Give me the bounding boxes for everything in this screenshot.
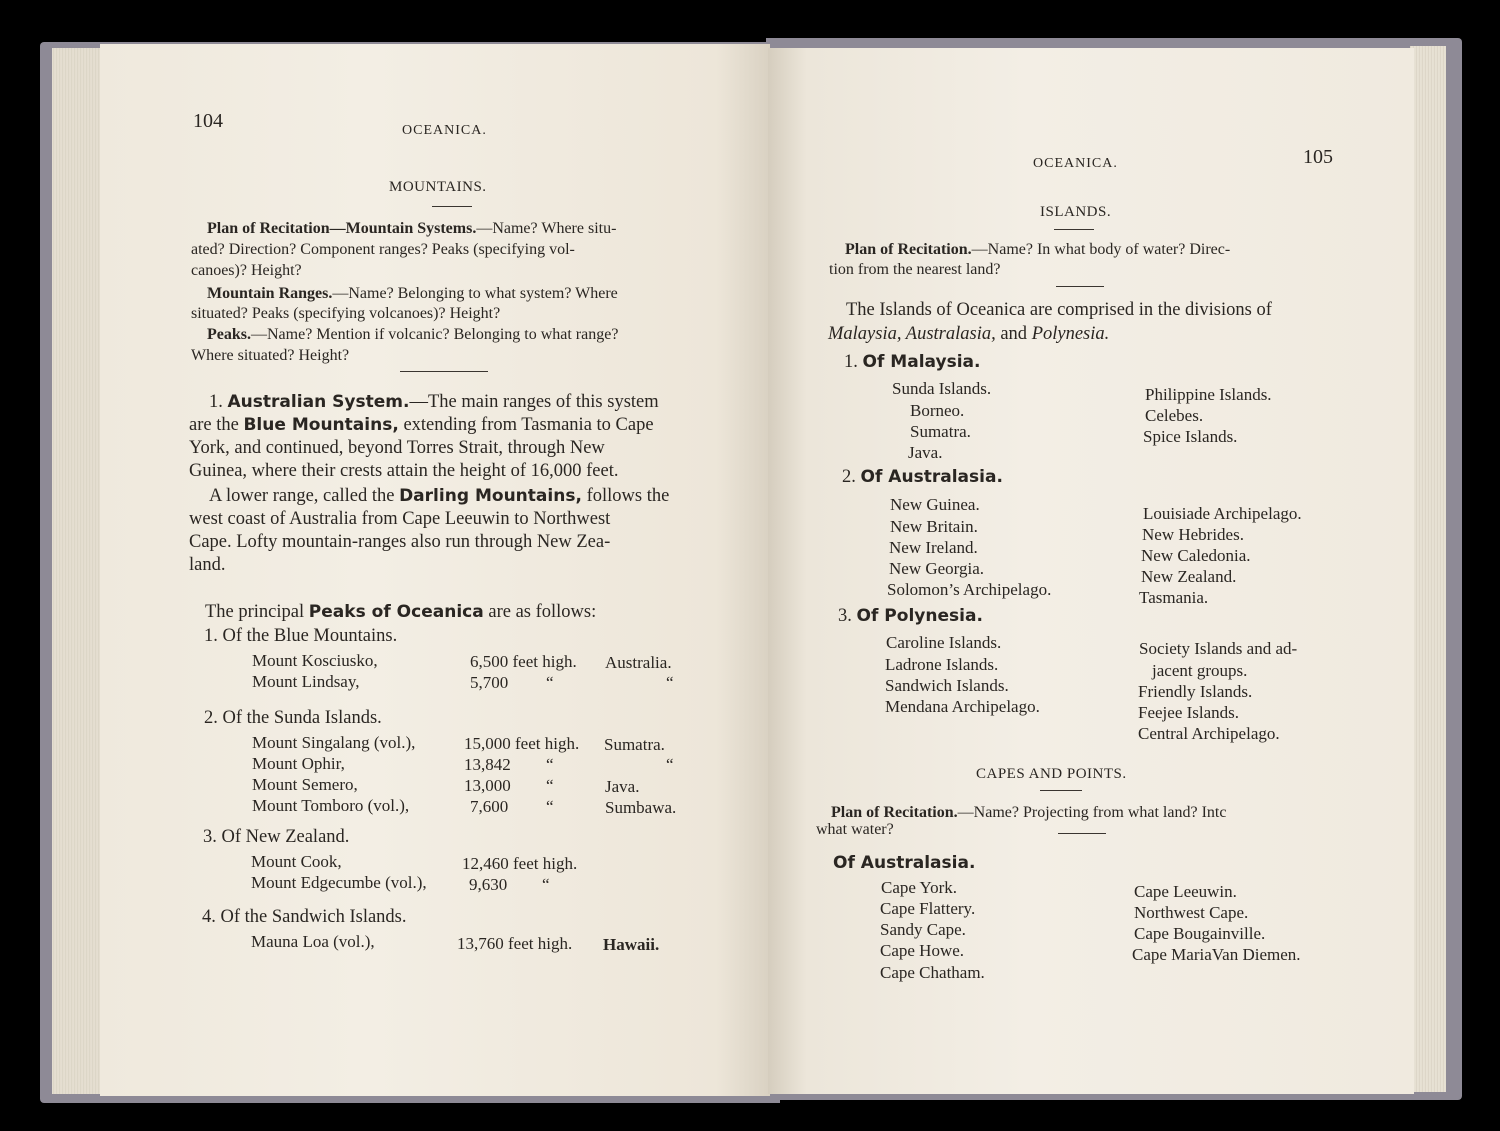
islands-intro: The Islands of Oceanica are comprised in the divisions of <box>846 300 1272 320</box>
text: Polynesia. <box>1031 324 1110 344</box>
plan-systems-line <box>207 219 616 239</box>
peak-height: 12,460 feet high. <box>462 854 578 873</box>
text: Malaysia, Australasia, <box>828 324 996 344</box>
plan-line: situated? Peaks (specifying volcanoes)? Height? <box>191 305 501 322</box>
cape-item: Cape Flattery. <box>880 899 976 918</box>
island-item: New Ireland. <box>889 538 978 557</box>
island-item: Spice Islands. <box>1143 427 1238 446</box>
peak-place: Australia. <box>605 653 672 672</box>
ditto-mark: “ <box>542 875 550 894</box>
group-heading: 2. Of the Sunda Islands. <box>204 708 382 728</box>
cape-item: Cape Leeuwin. <box>1134 882 1237 901</box>
island-item: Celebes. <box>1145 406 1204 425</box>
page-number: 104 <box>193 110 223 132</box>
text-line: York, and continued, beyond Torres Strait, through New <box>189 438 605 458</box>
island-item: Mendana Archipelago. <box>885 697 1040 716</box>
divider <box>1054 229 1094 230</box>
island-item: New Georgia. <box>889 559 985 578</box>
plan-text: —Name? Where situ- <box>476 220 617 237</box>
peak-name: Mount Singalang (vol.), <box>252 733 416 752</box>
island-item: Central Archipelago. <box>1138 724 1280 743</box>
cape-item: Cape Howe. <box>880 941 965 960</box>
plan-text: —Name? Mention if volcanic? Belonging to what range? <box>251 326 619 343</box>
island-item: Java. <box>908 443 943 462</box>
divider <box>1056 286 1104 287</box>
island-item: Caroline Islands. <box>886 633 1002 652</box>
item-number: 3. <box>838 606 852 626</box>
division-heading <box>844 351 981 374</box>
peak-name: Mauna Loa (vol.), <box>251 932 375 951</box>
text: The principal <box>205 602 305 622</box>
section-title: MOUNTAINS. <box>389 179 487 195</box>
peak-place: “ <box>666 673 674 692</box>
divider <box>1040 790 1082 791</box>
plan-label: Mountain Ranges. <box>207 285 333 302</box>
item-number: 1. <box>209 392 223 412</box>
page-edges-right <box>1410 46 1446 1092</box>
text: extending from Tasmania to Cape <box>403 415 654 435</box>
plan-line <box>845 240 1230 260</box>
island-item: Solomon’s Archipelago. <box>887 580 1052 599</box>
peak-place: Sumatra. <box>604 735 665 754</box>
division-title: Of Polynesia. <box>856 606 983 626</box>
text-line: land. <box>189 555 226 575</box>
island-item: Ladrone Islands. <box>885 655 999 674</box>
running-head: OCEANICA. <box>402 123 487 138</box>
plan-text: —Name? Projecting from what land? Intc <box>957 804 1227 821</box>
page-number: 105 <box>1303 146 1333 168</box>
plan-text: —Name? Belonging to what system? Where <box>332 285 618 302</box>
division-heading <box>842 466 1003 489</box>
plan-text: —Name? In what body of water? Direc- <box>971 241 1231 258</box>
cape-item: Cape Bougainville. <box>1134 924 1266 943</box>
peak-name: Mount Edgecumbe (vol.), <box>251 873 427 892</box>
island-item: New Zealand. <box>1141 567 1237 586</box>
island-item: Sunda Islands. <box>892 379 992 398</box>
ditto-mark: “ <box>546 673 554 692</box>
plan-line: canoes)? Height? <box>191 262 302 279</box>
peak-name: Mount Tomboro (vol.), <box>252 796 410 815</box>
island-item: Friendly Islands. <box>1138 682 1253 701</box>
section-title: CAPES AND POINTS. <box>976 766 1127 782</box>
text: follows the <box>586 486 670 506</box>
darling-line <box>209 485 669 508</box>
item-number: 2. <box>842 467 856 487</box>
peak-place: Java. <box>605 777 640 796</box>
plan-label: Plan of Recitation—Mountain Systems. <box>207 220 477 237</box>
text-line: Cape. Lofty mountain-ranges also run through New Zea- <box>189 532 611 552</box>
item-number: 1. <box>844 352 858 372</box>
divider <box>1058 833 1106 834</box>
division-title: Of Australasia. <box>833 853 976 873</box>
plan-line: ated? Direction? Component ranges? Peaks (specifying vol- <box>191 241 575 258</box>
cape-item: Sandy Cape. <box>880 920 966 939</box>
peaks-of-oceanica: Peaks of Oceanica <box>308 602 484 622</box>
divider <box>400 371 488 372</box>
right-page <box>768 48 1414 1094</box>
group-heading: 3. Of New Zealand. <box>203 827 350 847</box>
island-item: New Caledonia. <box>1141 546 1251 565</box>
text: are the <box>189 415 239 435</box>
division-title: Of Australasia. <box>860 467 1003 487</box>
plan-label: Plan of Recitation. <box>831 804 958 821</box>
australian-system-title: Australian System. <box>227 392 410 412</box>
plan-label: Peaks. <box>207 326 251 343</box>
island-item: Sandwich Islands. <box>885 676 1009 695</box>
peak-height: 13,842 <box>464 755 511 774</box>
ditto-mark: “ <box>546 797 554 816</box>
group-heading: 1. Of the Blue Mountains. <box>204 626 398 646</box>
peak-height: 15,000 feet high. <box>464 734 580 753</box>
group-heading: 4. Of the Sandwich Islands. <box>202 907 407 927</box>
islands-intro-divisions <box>828 323 1109 346</box>
plan-line: what water? <box>816 821 894 838</box>
island-item: Philippine Islands. <box>1145 385 1272 404</box>
text: are as follows: <box>488 602 597 622</box>
open-book <box>40 38 1462 1103</box>
peak-height: 6,500 feet high. <box>470 652 577 671</box>
cape-item: Cape MariaVan Diemen. <box>1132 945 1301 964</box>
island-item: New Britain. <box>890 517 978 536</box>
island-item: Borneo. <box>910 401 965 420</box>
division-heading <box>838 605 983 628</box>
peak-place: Sumbawa. <box>605 798 677 817</box>
cape-item: Cape Chatham. <box>880 963 985 982</box>
darling-mountains: Darling Mountains, <box>399 486 582 506</box>
division-title: Of Malaysia. <box>862 352 981 372</box>
peak-height: 13,000 <box>464 776 511 795</box>
island-item: Louisiade Archipelago. <box>1143 504 1302 523</box>
island-item: Sumatra. <box>910 422 971 441</box>
plan-line: Where situated? Height? <box>191 347 350 364</box>
ditto-mark: “ <box>546 755 554 774</box>
plan-label: Plan of Recitation. <box>845 241 972 258</box>
peak-name: Mount Lindsay, <box>252 672 360 691</box>
cape-item: Cape York. <box>881 878 958 897</box>
peaks-intro <box>205 601 596 624</box>
island-item: Feejee Islands. <box>1138 703 1240 722</box>
text-line <box>189 414 654 437</box>
peak-height: 5,700 <box>470 673 509 692</box>
ditto-mark: “ <box>546 776 554 795</box>
island-item: Society Islands and ad- <box>1139 639 1298 658</box>
australian-system-line <box>209 391 659 414</box>
peak-name: Mount Semero, <box>252 775 358 794</box>
plan-peaks-line <box>207 325 618 345</box>
peak-place: “ <box>666 755 674 774</box>
island-item: jacent groups. <box>1152 661 1248 680</box>
division-heading <box>833 852 975 875</box>
text-line: Guinea, where their crests attain the height of 16,000 feet. <box>189 461 619 481</box>
cape-item: Northwest Cape. <box>1134 903 1249 922</box>
peak-name: Mount Cook, <box>251 852 342 871</box>
section-title: ISLANDS. <box>1040 204 1112 220</box>
peak-height: 13,760 feet high. <box>457 934 573 953</box>
running-head: OCEANICA. <box>1033 156 1118 171</box>
peak-place: Hawaii. <box>603 935 660 954</box>
text-line: west coast of Australia from Cape Leeuwin to Northwest <box>189 509 611 529</box>
peak-height: 7,600 <box>470 797 509 816</box>
peak-name: Mount Ophir, <box>252 754 345 773</box>
peak-height: 9,630 <box>469 875 508 894</box>
island-item: New Hebrides. <box>1142 525 1244 544</box>
blue-mountains: Blue Mountains, <box>243 415 399 435</box>
plan-line: tion from the nearest land? <box>829 261 1001 278</box>
island-item: Tasmania. <box>1139 588 1209 607</box>
divider <box>432 206 472 207</box>
text: —The main ranges of this system <box>409 392 659 412</box>
island-item: New Guinea. <box>890 495 980 514</box>
left-page <box>100 44 770 1096</box>
text: and <box>1000 324 1028 344</box>
plan-ranges-line <box>207 284 618 304</box>
text: A lower range, called the <box>209 486 395 506</box>
page-edges-left <box>52 48 102 1094</box>
peak-name: Mount Kosciusko, <box>252 651 378 670</box>
